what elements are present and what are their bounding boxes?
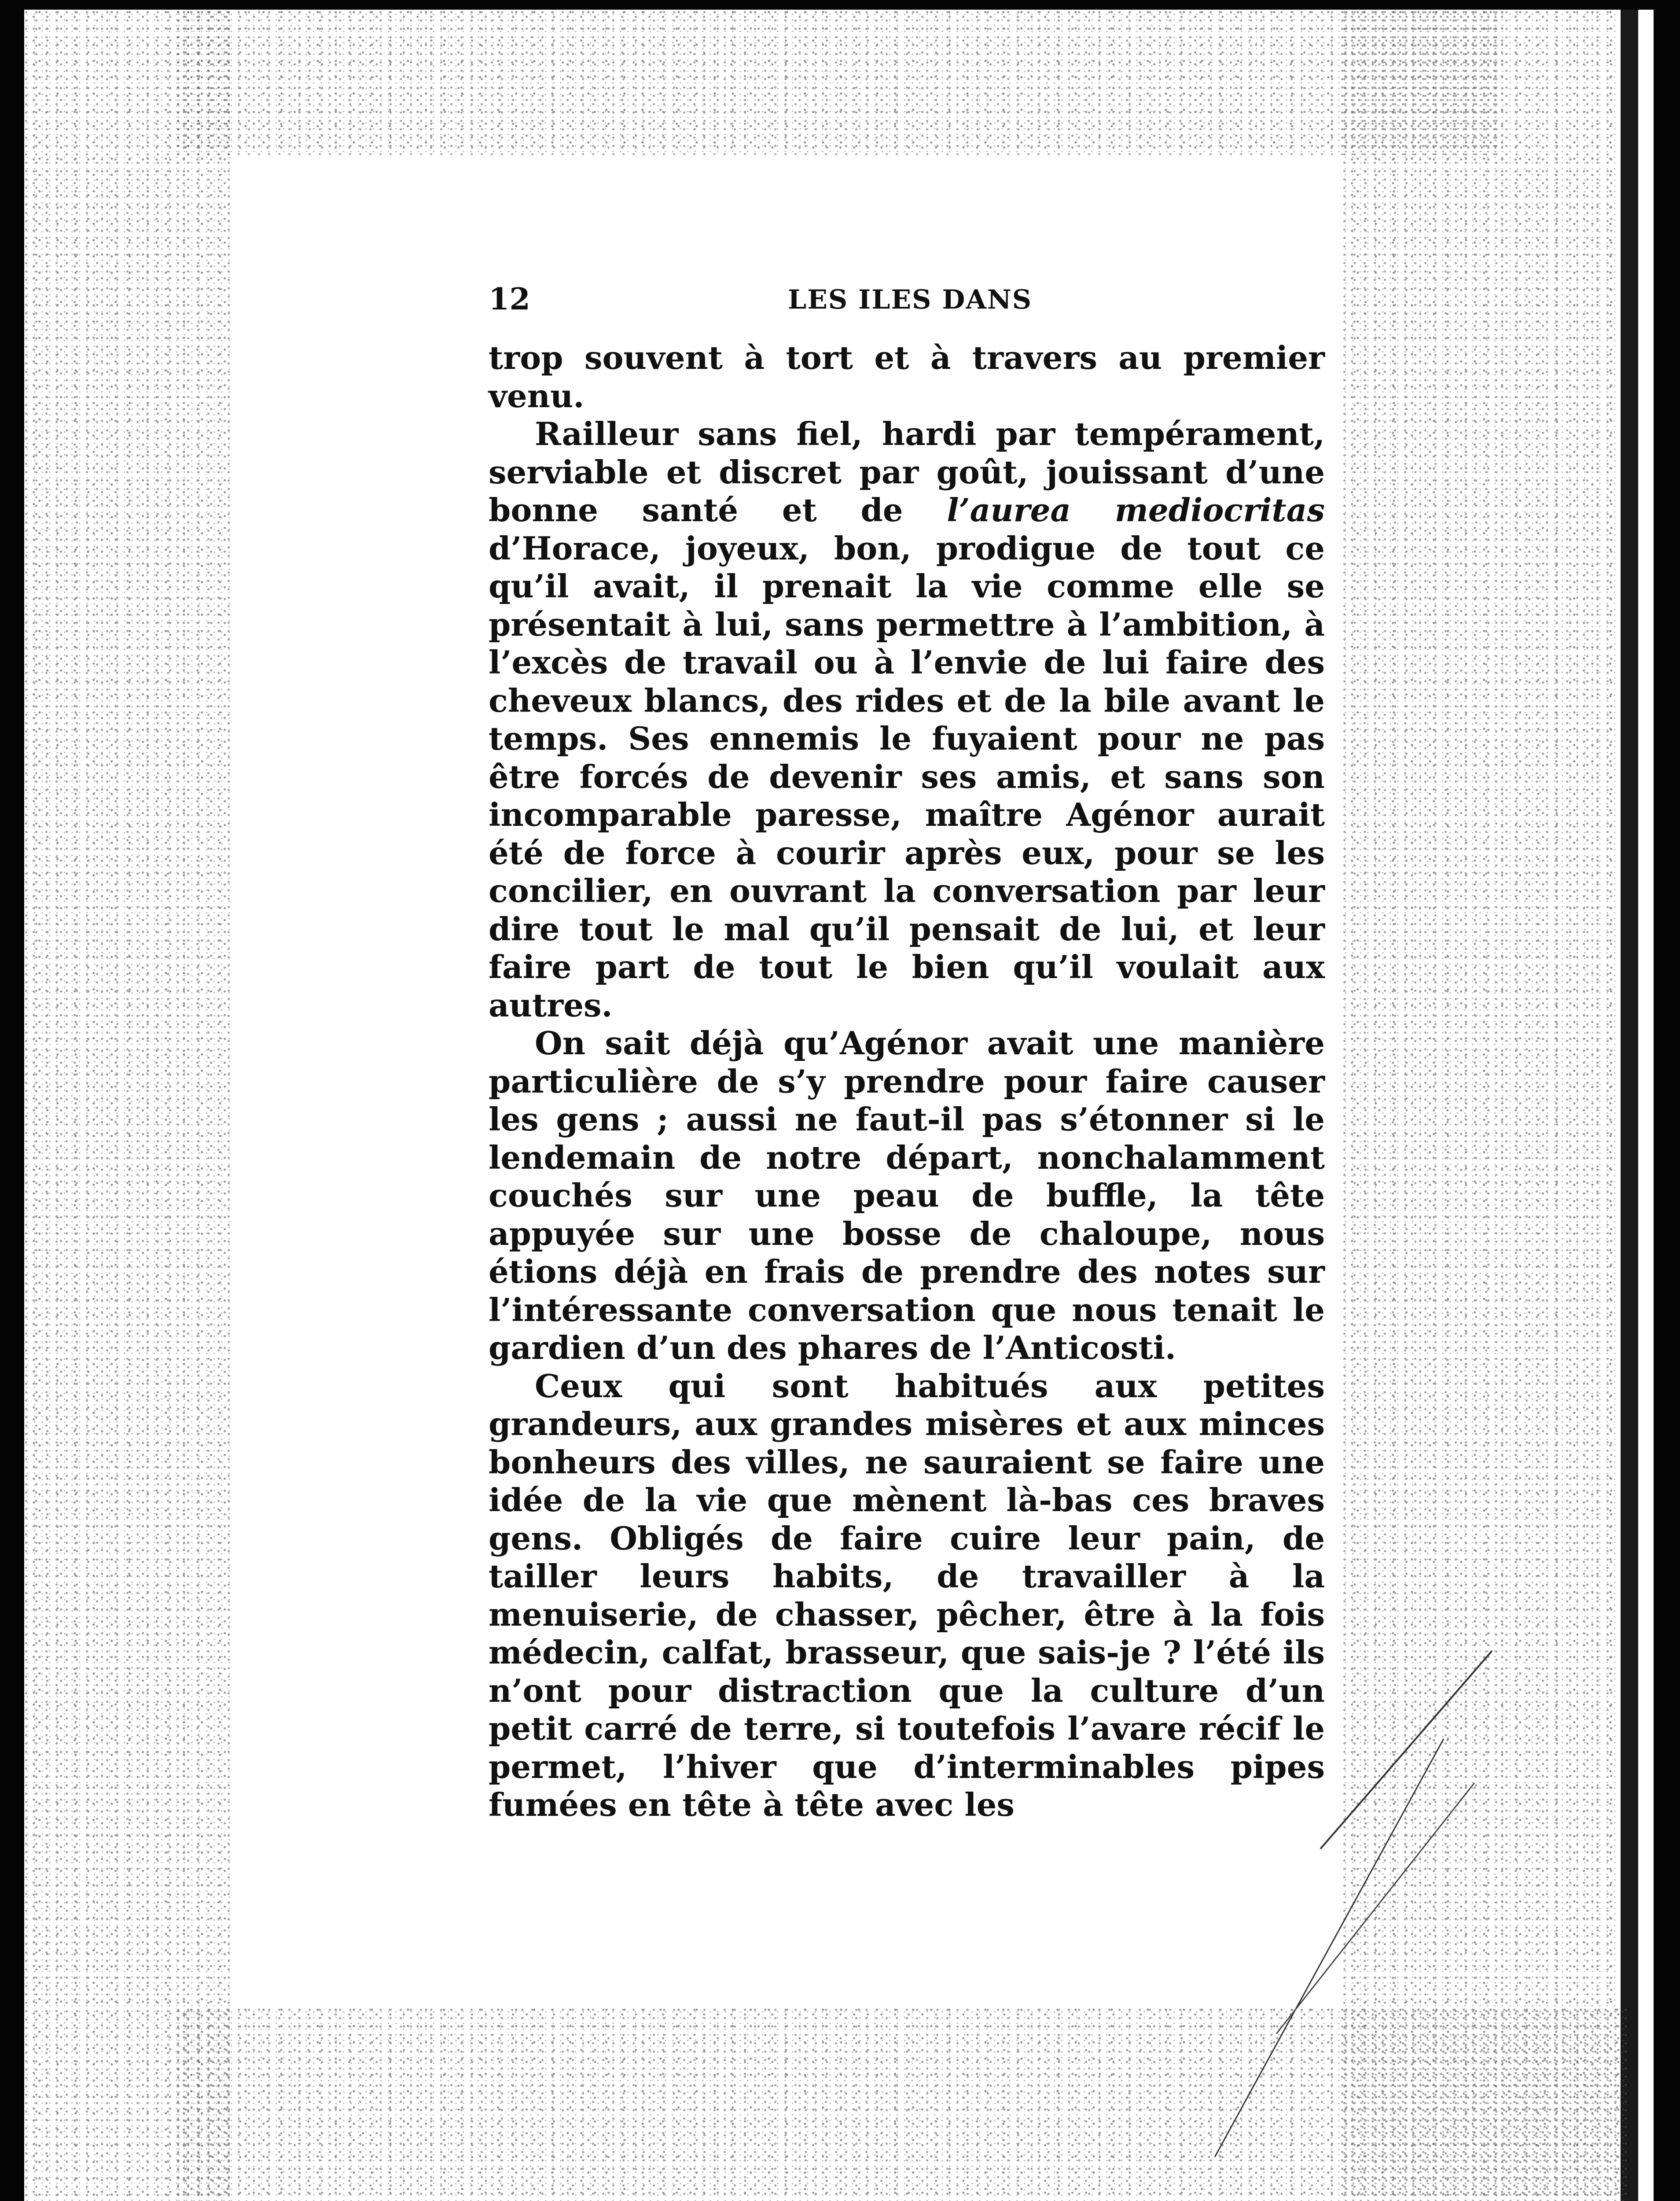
paragraph (489, 339, 1325, 415)
paragraph (489, 415, 1325, 1024)
paragraph-text: Ceux qui sont habitués aux petites grandeurs, aux grandes misères et aux minces bonheurs des villes, ne sauraient se faire une idée de la vie que mènent là-bas ces braves gens. Obligés de faire cuire leur pain, de tailler leurs habits, de travailler à la menuiserie, de chasser, pêcher, être à la fois médecin, calfat, brasseur, que sais-je ? l’été ils n’ont pour distraction que la culture d’un petit carré de terre, si toutefois l’avare récif le permet, l’hiver que d’interminables pipes fumées en tête à tête avec les (489, 1367, 1325, 1823)
body-text (489, 339, 1325, 1824)
running-title: LES ILES DANS (788, 284, 1033, 315)
paragraph (489, 1024, 1325, 1367)
paragraph (489, 1367, 1325, 1824)
book-page (489, 282, 1325, 1824)
paragraph-text: trop souvent à tort et à travers au premier venu. (489, 339, 1325, 415)
paragraph-text: Railleur sans fiel, hardi par tempérament, serviable et discret par goût, jouissant d’une bonne santé et de (489, 415, 1325, 529)
running-head (489, 282, 1325, 317)
latin-phrase: l’aurea mediocritas (947, 491, 1325, 529)
paragraph-text: On sait déjà qu’Agénor avait une manière particulière de s’y prendre pour faire causer les gens ; aussi ne faut-il pas s’étonner si le lendemain de notre départ, nonchalamment couchés sur une peau de buffle, la tête appuyée sur une bosse de chaloupe, nous étions déjà en frais de prendre des notes sur l’intéressante conversation que nous tenait le gardien d’un des phares de l’Anticosti. (489, 1024, 1325, 1366)
paragraph-text: d’Horace, joyeux, bon, prodigue de tout ce qu’il avait, il prenait la vie comme elle se présentait à lui, sans permettre à l’ambition, à l’excès de travail ou à l’envie de lui faire des cheveux blancs, des rides et de la bile avant le temps. Ses ennemis le fuyaient pour ne pas être forcés de devenir ses amis, et sans son incomparable paresse, maître Agénor aurait été de force à courir après eux, pour se les concilier, en ouvrant la conversation par leur dire tout le mal qu’il pensait de lui, et leur faire part de tout le bien qu’il voulait aux autres. (489, 529, 1325, 1024)
page-number: 12 (489, 282, 530, 317)
